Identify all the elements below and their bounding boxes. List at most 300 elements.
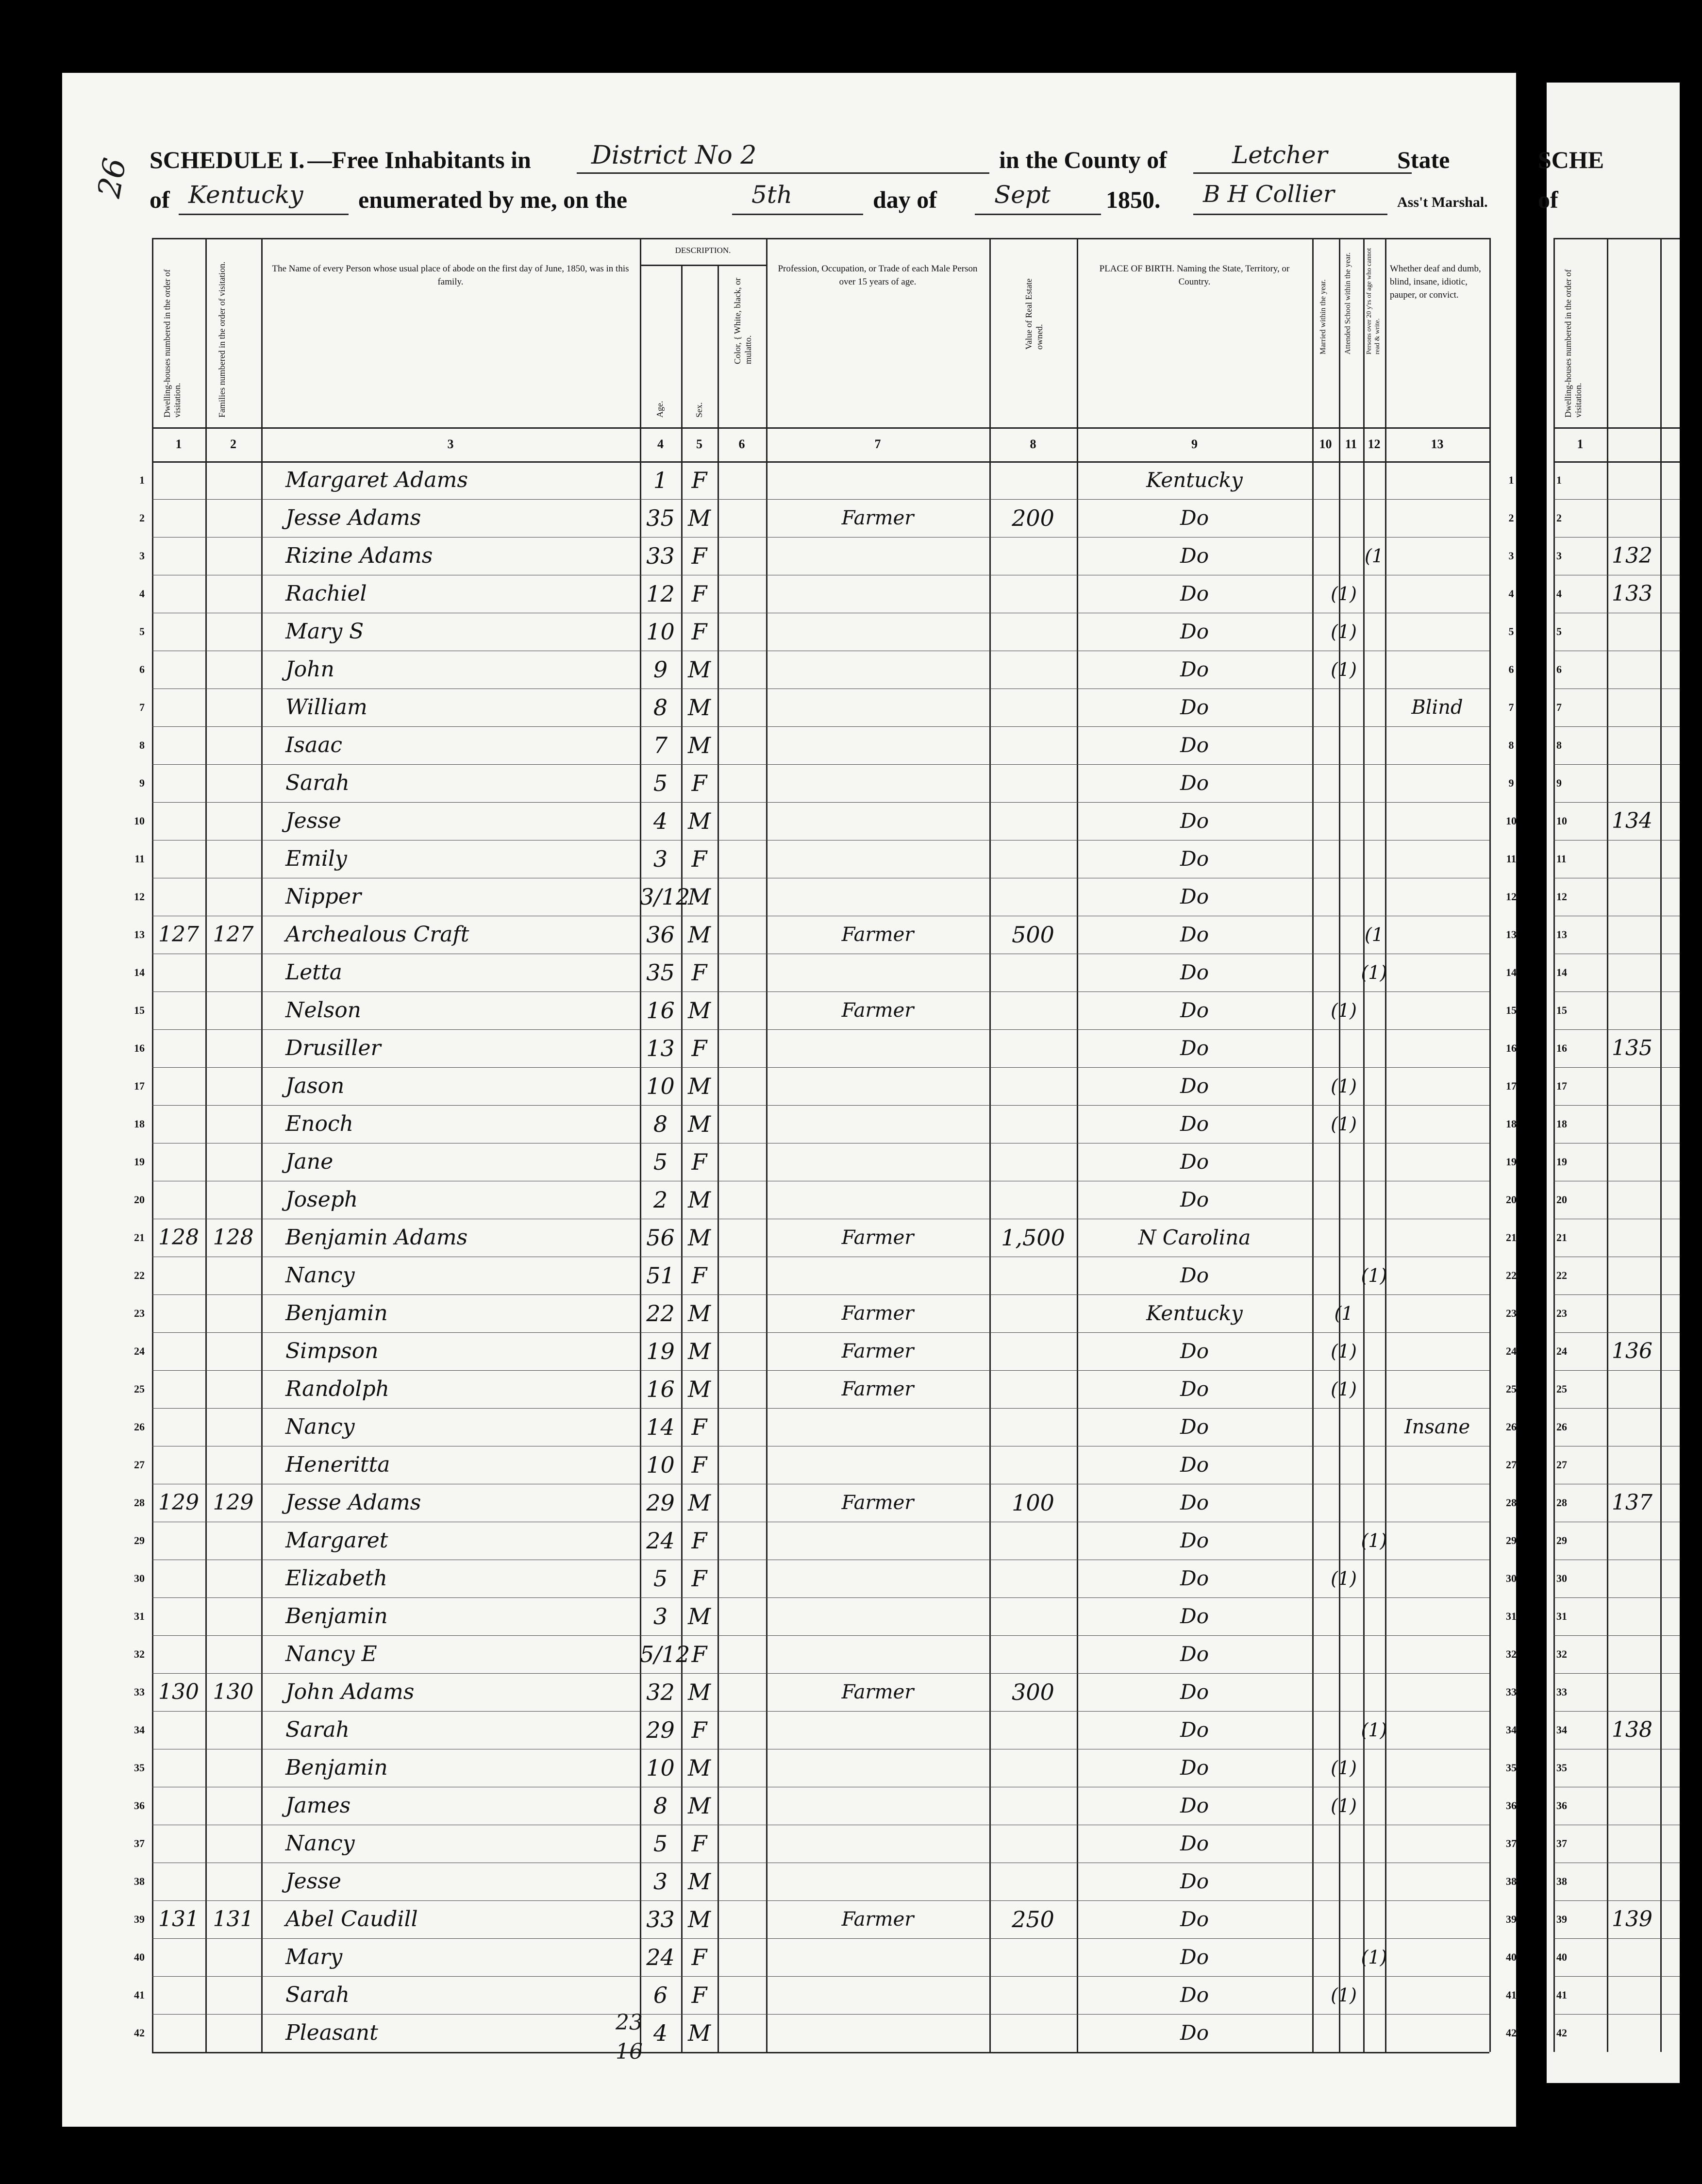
row-number-left: 15 [134, 1004, 145, 1016]
next-dwelling-number: 134 [1612, 808, 1652, 833]
header-school: Attended School within the year. [1344, 252, 1352, 354]
age: 2 [653, 1187, 668, 1213]
next-row-rule [1553, 1976, 1680, 1977]
next-row-number: 14 [1556, 966, 1567, 978]
sex: M [687, 1603, 711, 1630]
header-condition: Whether deaf and dumb, blind, insane, idiotic, pauper, or convict. [1390, 264, 1481, 300]
sex: M [687, 1111, 711, 1137]
row-number-left: 36 [134, 1799, 145, 1812]
marshal-underline [1193, 214, 1387, 215]
birthplace: Do [1180, 1566, 1209, 1590]
birthplace: Do [1180, 1415, 1209, 1439]
month-underline [975, 214, 1101, 215]
next-row-number: 8 [1556, 739, 1562, 751]
row-number-left: 35 [134, 1762, 145, 1774]
next-row-rule [1553, 726, 1680, 727]
birthplace: Do [1180, 733, 1209, 757]
row-number-right: 33 [1506, 1686, 1517, 1698]
age: 1 [653, 467, 668, 493]
age: 3 [653, 1868, 668, 1895]
row-number-left: 8 [139, 739, 145, 751]
birthplace: Do [1180, 695, 1209, 719]
age: 9 [653, 656, 668, 683]
row-number-left: 2 [139, 512, 145, 524]
birthplace: Do [1180, 1983, 1209, 2007]
next-row-number: 15 [1556, 1004, 1567, 1016]
next-row-number: 19 [1556, 1156, 1567, 1168]
next-row-number: 28 [1556, 1496, 1567, 1509]
sex: F [691, 846, 707, 872]
row-number-left: 33 [134, 1686, 145, 1698]
person-name: Archealous Craft [285, 922, 469, 947]
cannot-read-write: (1) [1361, 1947, 1387, 1968]
next-row-number: 6 [1556, 663, 1562, 675]
next-row-number: 31 [1556, 1610, 1567, 1622]
sex: F [691, 467, 707, 493]
dwelling-number: 130 [158, 1680, 199, 1704]
person-name: Nelson [285, 998, 362, 1023]
birthplace: Do [1180, 1718, 1209, 1742]
person-name: Letta [285, 960, 342, 985]
birthplace: Do [1180, 544, 1209, 568]
row-number-left: 17 [134, 1080, 145, 1092]
column-number: 9 [1191, 437, 1198, 451]
person-name: Pleasant [285, 2020, 378, 2045]
state-underline [179, 214, 349, 215]
person-name: Nancy E [285, 1642, 377, 1666]
row-number-left: 37 [134, 1837, 145, 1849]
occupation: Farmer [841, 999, 914, 1022]
row-number-right: 22 [1506, 1269, 1517, 1281]
row-number-left: 11 [134, 853, 145, 865]
row-number-right: 10 [1506, 815, 1517, 827]
person-name: Jane [285, 1149, 334, 1174]
next-page-strip [1534, 83, 1680, 2083]
real-estate-value: 100 [1012, 1490, 1054, 1516]
age: 4 [653, 2020, 668, 2046]
sex: F [691, 1262, 707, 1289]
row-number-left: 32 [134, 1648, 145, 1660]
occupation: Farmer [841, 1378, 914, 1400]
margin-note: 26 [91, 155, 134, 201]
column-number: 5 [696, 437, 702, 451]
enumerated-label: enumerated by me, on the [358, 186, 628, 213]
row-number-right: 25 [1506, 1383, 1517, 1395]
next-row-number: 21 [1556, 1231, 1567, 1243]
birthplace: Do [1180, 960, 1209, 984]
column-number: 8 [1030, 437, 1036, 451]
sex: M [687, 1300, 711, 1327]
row-number-right: 24 [1506, 1345, 1517, 1357]
sex: M [687, 1225, 711, 1251]
person-name: Benjamin [285, 1301, 388, 1326]
next-row-rule [1553, 1408, 1680, 1409]
birthplace: Do [1180, 1604, 1209, 1628]
age: 12 [646, 581, 675, 607]
header-sex: Sex. [694, 402, 704, 418]
birthplace: Do [1180, 1907, 1209, 1931]
cannot-read-write: (1) [1361, 1265, 1387, 1286]
person-name: Sarah [285, 1982, 350, 2007]
sex: M [687, 1073, 711, 1099]
sex: F [691, 1414, 707, 1440]
next-row-number: 41 [1556, 1989, 1567, 2001]
marshal-value: B H Collier [1203, 181, 1335, 208]
row-number-right: 3 [1508, 550, 1514, 562]
person-name: Jesse [285, 1869, 341, 1894]
next-row-number: 32 [1556, 1648, 1567, 1660]
age: 36 [646, 922, 675, 948]
occupation: Farmer [841, 1492, 914, 1514]
sex: M [687, 505, 711, 531]
next-schedule-title: SCHE [1538, 146, 1604, 173]
row-number-right: 12 [1506, 890, 1517, 903]
row-number-left: 19 [134, 1156, 145, 1168]
sex: F [691, 1831, 707, 1857]
birthplace: Do [1180, 1453, 1209, 1477]
next-header-dwelling: Dwelling-houses numbered in the order of visitation. [1563, 269, 1583, 418]
column-rule [1385, 238, 1386, 2052]
person-name: John Adams [285, 1680, 415, 1704]
next-page-edge [1534, 83, 1547, 2083]
occupation: Farmer [841, 507, 914, 529]
next-dwelling-number: 135 [1612, 1036, 1652, 1060]
next-of-label: of [1538, 186, 1558, 213]
state-value: Kentucky [188, 181, 303, 209]
month-value: Sept [994, 181, 1051, 209]
sex: M [687, 694, 711, 721]
row-number-right: 19 [1506, 1156, 1517, 1168]
sex: M [687, 1187, 711, 1213]
cannot-read-write: (1 [1364, 545, 1384, 567]
row-number-left: 20 [134, 1193, 145, 1206]
person-name: Abel Caudill [285, 1907, 418, 1932]
condition: Blind [1411, 696, 1463, 719]
sex: F [691, 959, 707, 986]
row-number-right: 27 [1506, 1459, 1517, 1471]
next-row-rule [1553, 1597, 1680, 1598]
row-number-left: 31 [134, 1610, 145, 1622]
sex: F [691, 1149, 707, 1175]
person-name: Mary [285, 1945, 343, 1969]
person-name: Simpson [285, 1339, 379, 1363]
attended-school: (1) [1331, 621, 1357, 642]
next-row-number: 20 [1556, 1193, 1567, 1206]
next-row-number: 39 [1556, 1913, 1567, 1925]
person-name: Rachiel [285, 581, 367, 606]
birthplace: Do [1180, 1945, 1209, 1969]
birthplace: Do [1180, 582, 1209, 605]
family-number: 129 [213, 1490, 254, 1515]
column-number: 13 [1431, 437, 1444, 451]
next-dwelling-number: 133 [1612, 581, 1652, 606]
age: 35 [646, 505, 675, 531]
age: 8 [653, 1793, 668, 1819]
age: 56 [646, 1225, 675, 1251]
row-number-right: 14 [1506, 966, 1517, 978]
next-col-rule [1607, 238, 1608, 2052]
age: 8 [653, 1111, 668, 1137]
column-number: 11 [1345, 437, 1357, 451]
age: 3 [653, 846, 668, 872]
family-number: 130 [213, 1680, 254, 1704]
next-row-number: 5 [1556, 625, 1562, 638]
occupation: Farmer [841, 924, 914, 946]
sex: M [687, 732, 711, 758]
row-number-right: 32 [1506, 1648, 1517, 1660]
age: 32 [646, 1679, 675, 1705]
age: 33 [646, 1906, 675, 1932]
column-number: 6 [738, 437, 745, 451]
day-underline [732, 214, 863, 215]
row-number-right: 42 [1506, 2027, 1517, 2039]
birthplace: Do [1180, 809, 1209, 833]
row-number-right: 41 [1506, 1989, 1517, 2001]
age: 10 [646, 1755, 675, 1781]
row-number-left: 41 [134, 1989, 145, 2001]
row-number-left: 24 [134, 1345, 145, 1357]
person-name: Nancy [285, 1263, 355, 1288]
row-number-left: 25 [134, 1383, 145, 1395]
next-row-rule [1553, 499, 1680, 500]
row-number-right: 39 [1506, 1913, 1517, 1925]
occupation: Farmer [841, 1908, 914, 1931]
column-number: 10 [1319, 437, 1332, 451]
age: 13 [646, 1035, 675, 1061]
row-number-left: 30 [134, 1572, 145, 1584]
sex: F [691, 1452, 707, 1478]
occupation: Farmer [841, 1302, 914, 1325]
table-bottom-rule [152, 2052, 1489, 2053]
sex: M [687, 656, 711, 683]
day-of-label: day of [873, 186, 937, 213]
age: 5 [653, 1565, 668, 1592]
birthplace: Do [1180, 1642, 1209, 1666]
attended-school: (1) [1331, 1075, 1357, 1097]
row-number-right: 30 [1506, 1572, 1517, 1584]
age: 33 [646, 543, 675, 569]
real-estate-value: 200 [1012, 505, 1054, 531]
next-left-rule [1553, 238, 1555, 2052]
person-name: John [285, 657, 334, 682]
next-row-rule [1553, 1673, 1680, 1674]
row-number-right: 20 [1506, 1193, 1517, 1206]
attended-school: (1) [1331, 1757, 1357, 1779]
row-number-left: 13 [134, 928, 145, 941]
row-number-right: 26 [1506, 1421, 1517, 1433]
sex: F [691, 1528, 707, 1554]
row-number-left: 1 [139, 474, 145, 486]
person-name: Sarah [285, 771, 350, 795]
dwelling-number: 131 [158, 1907, 199, 1932]
next-row-number: 22 [1556, 1269, 1567, 1281]
row-number-right: 17 [1506, 1080, 1517, 1092]
birthplace: Do [1180, 1831, 1209, 1855]
county-label: in the County of [999, 146, 1167, 173]
next-row-number: 1 [1556, 474, 1562, 486]
person-name: Mary S [285, 619, 364, 644]
header-description: DESCRIPTION. [675, 246, 731, 255]
person-name: Benjamin Adams [285, 1225, 468, 1250]
census-page [62, 73, 1516, 2127]
person-name: Drusiller [285, 1036, 381, 1060]
sex: F [691, 1982, 707, 2008]
sex: M [687, 1793, 711, 1819]
next-row-number: 37 [1556, 1837, 1567, 1849]
age: 22 [646, 1300, 675, 1327]
family-number: 127 [213, 922, 254, 947]
family-number: 128 [213, 1225, 254, 1250]
person-name: Benjamin [285, 1604, 388, 1629]
next-row-rule [1553, 1938, 1680, 1939]
next-row-number: 35 [1556, 1762, 1567, 1774]
next-row-rule [1553, 764, 1680, 765]
person-name: Sarah [285, 1717, 350, 1742]
birthplace: Do [1180, 1036, 1209, 1060]
row-number-right: 21 [1506, 1231, 1517, 1243]
person-name: Isaac [285, 733, 343, 757]
next-row-rule [1553, 1067, 1680, 1068]
row-number-left: 9 [139, 777, 145, 789]
next-row-rule [1553, 991, 1680, 992]
person-name: Margaret [285, 1528, 388, 1553]
birthplace: Do [1180, 1263, 1209, 1287]
row-number-left: 10 [134, 815, 145, 827]
column-number: 2 [230, 437, 236, 451]
row-number-right: 1 [1508, 474, 1514, 486]
dwelling-number: 128 [158, 1225, 199, 1250]
sex: F [691, 1035, 707, 1061]
row-number-left: 18 [134, 1118, 145, 1130]
row-number-right: 29 [1506, 1534, 1517, 1546]
family-number: 131 [213, 1907, 254, 1932]
person-name: Enoch [285, 1111, 353, 1136]
row-number-right: 4 [1508, 588, 1514, 600]
row-number-left: 34 [134, 1724, 145, 1736]
age: 19 [646, 1338, 675, 1364]
sex: F [691, 770, 707, 796]
next-row-number: 42 [1556, 2027, 1567, 2039]
age: 24 [646, 1944, 675, 1970]
row-number-right: 40 [1506, 1951, 1517, 1963]
sex: M [687, 2020, 711, 2046]
attended-school: (1) [1331, 1984, 1357, 2006]
age: 29 [646, 1490, 675, 1516]
row-number-right: 36 [1506, 1799, 1517, 1812]
header-age: Age. [655, 401, 665, 418]
birthplace: Do [1180, 1529, 1209, 1552]
row-number-right: 8 [1508, 739, 1514, 751]
age: 6 [653, 1982, 668, 2008]
occupation: Farmer [841, 1681, 914, 1703]
sex: F [691, 1944, 707, 1970]
county-value: Letcher [1232, 141, 1328, 169]
next-row-number: 7 [1556, 701, 1562, 713]
dwelling-number: 129 [158, 1490, 199, 1515]
next-row-number: 27 [1556, 1459, 1567, 1471]
next-row-number: 29 [1556, 1534, 1567, 1546]
sex: M [687, 808, 711, 834]
row-number-right: 38 [1506, 1875, 1517, 1887]
sex: F [691, 543, 707, 569]
header-occupation: Profession, Occupation, or Trade of each Male Person over 15 years of age. [778, 264, 978, 287]
next-row-rule [1553, 1370, 1680, 1371]
cannot-read-write: (1) [1361, 1719, 1387, 1741]
next-row-number: 24 [1556, 1345, 1567, 1357]
footer-tally-2: 16 [616, 2039, 643, 2064]
next-row-number: 17 [1556, 1080, 1567, 1092]
column-rule [1489, 238, 1491, 2052]
age: 35 [646, 959, 675, 986]
birthplace: Do [1180, 1756, 1209, 1780]
district-underline [577, 172, 989, 174]
age: 10 [646, 1452, 675, 1478]
cannot-read-write: (1) [1361, 1530, 1387, 1551]
age: 5 [653, 1831, 668, 1857]
birthplace: Do [1180, 923, 1209, 946]
attended-school: (1) [1331, 1378, 1357, 1400]
birthplace: N Carolina [1138, 1226, 1251, 1249]
column-rule [1312, 238, 1314, 2052]
attended-school: (1) [1331, 1568, 1357, 1589]
next-row-number: 38 [1556, 1875, 1567, 1887]
birthplace: Kentucky [1146, 1301, 1243, 1325]
column-number: 12 [1368, 437, 1381, 451]
sex: F [691, 619, 707, 645]
real-estate-value: 300 [1012, 1679, 1054, 1705]
next-row-number: 23 [1556, 1307, 1567, 1319]
district-value: District No 2 [591, 141, 757, 170]
row-number-left: 23 [134, 1307, 145, 1319]
age: 3/12 [640, 884, 690, 910]
birthplace: Do [1180, 1794, 1209, 1817]
age: 3 [653, 1603, 668, 1630]
attended-school: (1) [1331, 1341, 1357, 1362]
day-value: 5th [751, 181, 793, 209]
sex: M [687, 1490, 711, 1516]
next-row-number: 30 [1556, 1572, 1567, 1584]
attended-school: (1) [1331, 659, 1357, 680]
row-number-left: 7 [139, 701, 145, 713]
row-number-right: 5 [1508, 625, 1514, 638]
next-row-number: 12 [1556, 890, 1567, 903]
birthplace: Do [1180, 1680, 1209, 1704]
next-row-rule [1553, 1105, 1680, 1106]
person-name: Jesse [285, 808, 341, 833]
sex: M [687, 922, 711, 948]
occupation: Farmer [841, 1226, 914, 1249]
sex: M [687, 997, 711, 1024]
birthplace: Do [1180, 1112, 1209, 1136]
birthplace: Do [1180, 2021, 1209, 2045]
person-name: Henerittа [285, 1452, 390, 1477]
birthplace: Do [1180, 506, 1209, 530]
next-row-number: 16 [1556, 1042, 1567, 1054]
next-row-number: 11 [1556, 853, 1567, 865]
sex: F [691, 1717, 707, 1743]
next-row-number: 25 [1556, 1383, 1567, 1395]
row-number-left: 21 [134, 1231, 145, 1243]
column-number: 3 [447, 437, 454, 451]
age: 7 [653, 732, 668, 758]
sex: M [687, 1755, 711, 1781]
sex: M [687, 1338, 711, 1364]
dwelling-number: 127 [158, 922, 199, 947]
real-estate-value: 1,500 [1001, 1225, 1065, 1251]
column-number: 7 [874, 437, 881, 451]
column-rule [1363, 238, 1365, 2052]
next-row-rule [1553, 2014, 1680, 2015]
